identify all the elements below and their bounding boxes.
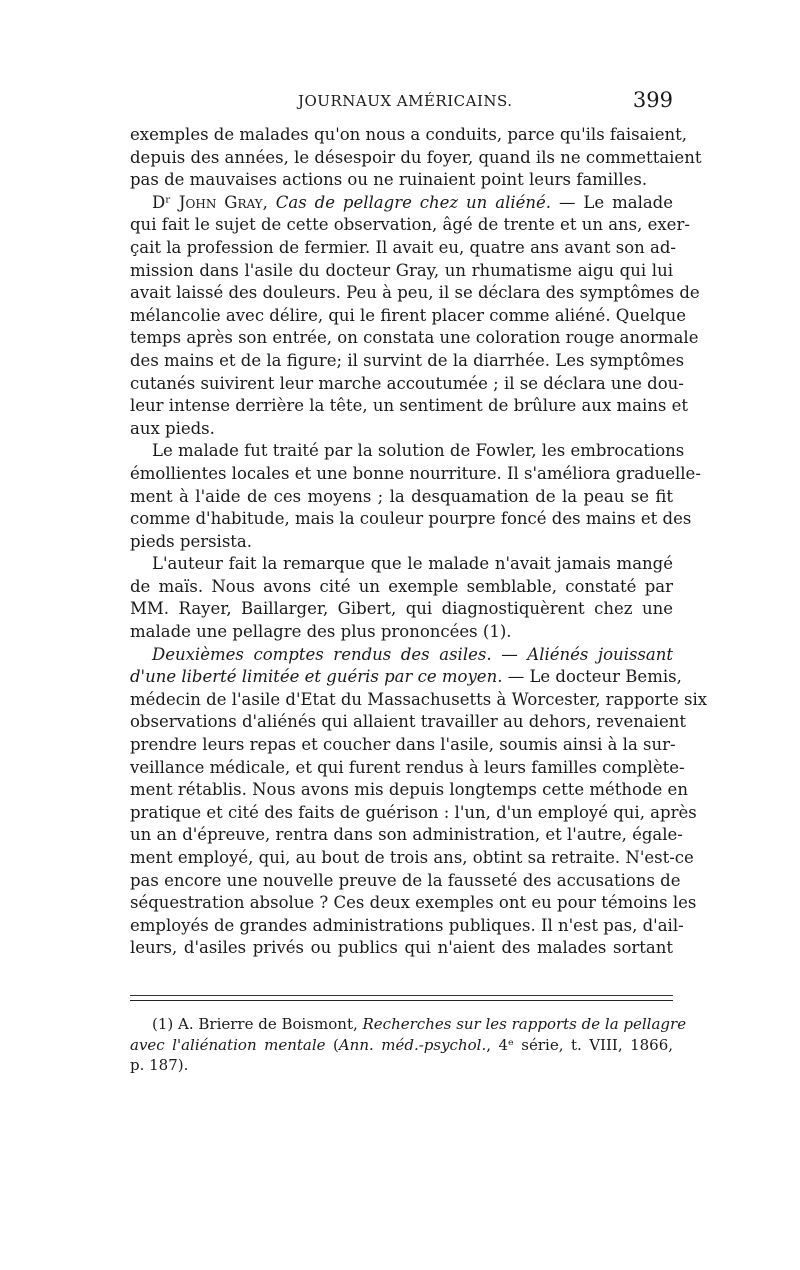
- text-line: mélancolie avec délire, qui le firent placer comme aliéné. Quelque: [130, 305, 686, 325]
- text-line: médecin de l'asile d'Etat du Massachusetts à Worcester, rapporte six: [130, 689, 708, 709]
- running-head: [130, 88, 673, 122]
- page-number: 399: [632, 88, 673, 112]
- footnote-rule-top: [130, 995, 673, 996]
- text-line: MM. Rayer, Baillarger, Gibert, qui diagnostiquèrent chez une: [130, 599, 673, 619]
- footnote-line: [130, 1035, 673, 1056]
- footnote-line: [130, 1014, 687, 1035]
- footnote: [130, 1014, 687, 1076]
- text-line: [130, 666, 682, 689]
- text-line: temps après son entrée, on constata une coloration rouge anormale: [130, 328, 699, 348]
- punctuation: (: [325, 1035, 339, 1054]
- author-title: Dʳ: [152, 192, 179, 212]
- text-line: leur intense derrière la tête, un sentiment de brûlure aux mains et: [130, 396, 689, 416]
- text-line: ment à l'aide de ces moyens ; la desquamation de la peau se fit: [130, 486, 673, 506]
- text-line: pas de mauvaises actions ou ne ruinaient point leurs familles.: [130, 170, 648, 190]
- text-line: comme d'habitude, mais la couleur pourpre foncé des mains et des: [130, 509, 692, 529]
- text-line: un an d'épreuve, rentra dans son administration, et l'autre, égale-: [130, 825, 683, 845]
- footnote-author: (1) A. Brierre de Boismont,: [152, 1015, 363, 1033]
- text-line: qui fait le sujet de cette observation, âgé de trente et un ans, exer-: [130, 215, 690, 235]
- text-line: des mains et de la figure; il survint de la diarrhée. Les symptômes: [130, 350, 685, 370]
- text-line: ment rétablis. Nous avons mis depuis longtemps cette méthode en: [130, 780, 688, 800]
- section-heading-continued: d'une liberté limitée et guéris par ce moyen.: [130, 667, 503, 687]
- text-segment: — Le docteur Bemis,: [502, 667, 682, 687]
- punctuation: ,: [262, 192, 276, 212]
- text-line: aux pieds.: [130, 418, 215, 438]
- footnote-work-title: Recherches sur les rapports de la pellagre: [362, 1015, 687, 1033]
- text-line: séquestration absolue ? Ces deux exemples ont eu pour témoins les: [130, 893, 697, 913]
- text-line: de maïs. Nous avons cité un exemple semblable, constaté par: [130, 576, 673, 596]
- footnote-citation: , 4ᵉ série, t. VIII, 1866,: [486, 1035, 674, 1054]
- footnote-line: p. 187).: [130, 1056, 189, 1074]
- text-line: pieds persista.: [130, 531, 253, 551]
- article-title: Cas de pellagre chez un aliéné.: [275, 192, 552, 212]
- text-line: mission dans l'asile du docteur Gray, un rhumatisme aigu qui lui: [130, 260, 673, 280]
- section-heading-line: Deuxièmes comptes rendus des asiles. — Aliénés jouissant: [152, 644, 673, 664]
- text-line: [130, 192, 673, 215]
- text-line: çait la profession de fermier. Il avait eu, quatre ans avant son ad-: [130, 237, 676, 257]
- text-line: Le malade fut traité par la solution de Fowler, les embrocations: [152, 441, 685, 461]
- running-title: JOURNAUX AMÉRICAINS.: [298, 92, 513, 110]
- text-line: pas encore une nouvelle preuve de la fausseté des accusations de: [130, 870, 681, 890]
- text-line: veillance médicale, et qui furent rendus à leurs familles complète-: [130, 757, 685, 777]
- text-line: employés de grandes administrations publiques. Il n'est pas, d'ail-: [130, 915, 684, 935]
- text-line: avait laissé des douleurs. Peu à peu, il se déclara des symptômes de: [130, 283, 700, 303]
- text-line: émollientes locales et une bonne nourriture. Il s'améliora graduelle-: [130, 463, 701, 483]
- author-name: John Gray: [178, 192, 263, 212]
- text-line: ment employé, qui, au bout de trois ans, obtint sa retraite. N'est-ce: [130, 848, 694, 867]
- footnote-rule: [130, 1000, 673, 1001]
- text-line: leurs, d'asiles privés ou publics qui n'aient des malades sortant: [130, 938, 673, 958]
- text-line: depuis des années, le désespoir du foyer, quand ils ne commettaient: [130, 147, 702, 167]
- text-line: observations d'aliénés qui allaient travailler au dehors, revenaient: [130, 712, 686, 732]
- text-line: pratique et cité des faits de guérison : l'un, d'un employé qui, après: [130, 802, 697, 822]
- text-segment: — Le malade: [551, 192, 674, 212]
- text-line: malade une pellagre des plus prononcées (1).: [130, 622, 512, 642]
- text-line: prendre leurs repas et coucher dans l'asile, soumis ainsi à la sur-: [130, 735, 676, 755]
- footnote-work-title-continued: avec l'aliénation mentale: [130, 1035, 326, 1054]
- text-line: cutanés suivirent leur marche accoutumée ; il se déclara une dou-: [130, 373, 684, 393]
- footnote-journal: Ann. méd.-psychol.: [338, 1035, 487, 1054]
- text-line: L'auteur fait la remarque que le malade n'avait jamais mangé: [152, 554, 673, 574]
- main-text: [130, 124, 708, 960]
- text-line: exemples de malades qu'on nous a conduits, parce qu'ils faisaient,: [130, 125, 687, 144]
